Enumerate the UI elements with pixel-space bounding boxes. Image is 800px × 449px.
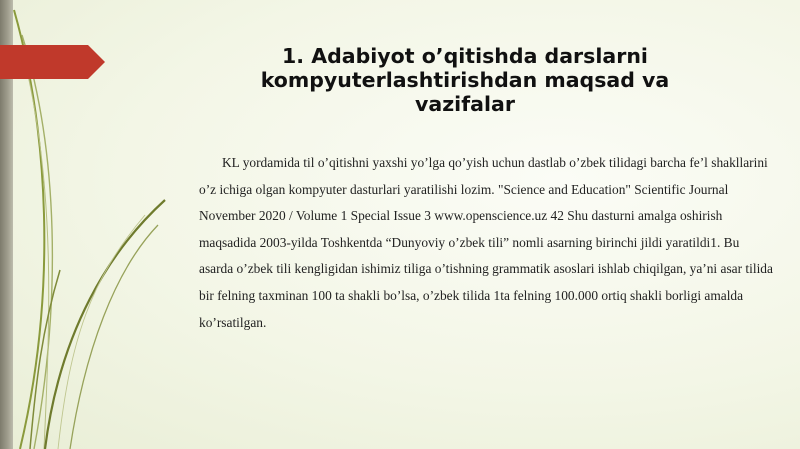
title-arrow-shape xyxy=(0,45,106,79)
slide-title: 1. Adabiyot o’qitishda darslarni kompyuterlashtirishdan maqsad va vazifalar xyxy=(260,44,670,116)
slide-body-text: KL yordamida til o’qitishni yaxshi yo’lga qo’yish uchun dastlab o’zbek tilidagi barcha fe’l shakllarini o’z ichiga olgan kompyuter dasturlari yaratilishi lozim. "Science and Education" Scientific Journal November 2020 / Volume 1 Special Issue 3 www.openscience.uz 42 Shu dasturni amalga oshirish maqsadida 2003-yilda Toshkentda “Dunyoviy o’zbek tili” nomli asarning birinchi jildi yaratildi1. Bu asarda o’zbek tili kengligidan ishimiz tiliga o’tishning grammatik asoslari ishlab chiqilgan, ya’ni asar tilida bir felning taxminan 100 ta shakli bo’lsa, o’zbek tilida 1ta felning 100.000 ortiq shakli borligi amalda ko’rsatilgan. xyxy=(199,155,773,330)
